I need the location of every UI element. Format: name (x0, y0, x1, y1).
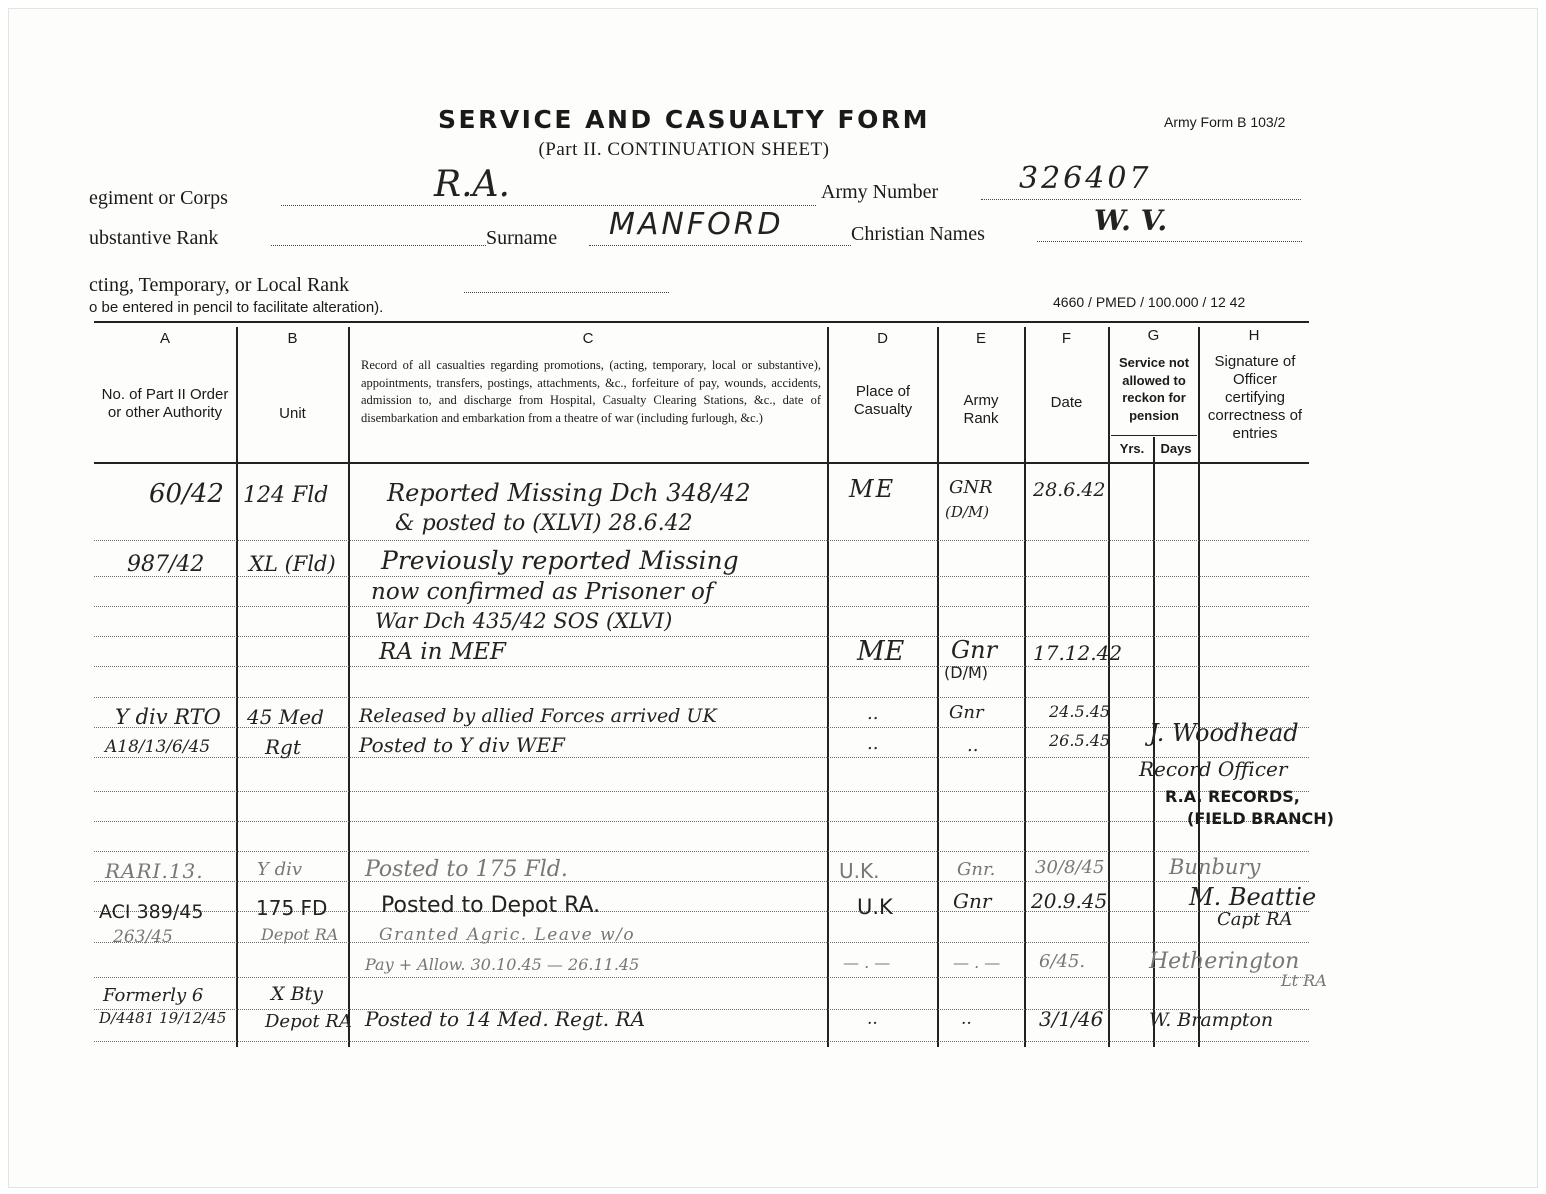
entry-place: — . — (843, 953, 891, 972)
col-divider-cd (827, 327, 829, 1047)
row-rule (94, 821, 1309, 822)
regiment-line (281, 205, 816, 206)
surname-line (589, 245, 851, 246)
substantive-rank-label: ubstantive Rank (89, 227, 219, 249)
entry-place: .. (867, 733, 879, 754)
row-rule (94, 576, 1309, 577)
col-header-g: Service not allowed to reckon for pension (1118, 355, 1190, 423)
form-sheet (8, 8, 1538, 1188)
entry-unit: 175 FD (256, 896, 328, 920)
signature: Hetherington (1149, 949, 1300, 974)
entry-unit: XL (Fld) (249, 552, 336, 576)
entry-record: Posted to Depot RA. (381, 893, 601, 918)
entry-record: Pay + Allow. 30.10.45 — 26.11.45 (365, 955, 640, 974)
christian-names-value: W. V. (1094, 204, 1168, 237)
entry-record: Posted to 14 Med. Regt. RA (365, 1007, 646, 1031)
col-header-c: Record of all casualties regarding promotions, (acting, temporary, local or substantive), appointments, transfers, postings, attachments, &c., forfeiture of pay, wounds, accidents, admission to, and discharge from Hospital, Casualty Clearing Stations, &c., date of disembarkation and embarkation from a theatre of war (including furlough, &c.) (361, 358, 821, 425)
col-header-f: Date (1050, 394, 1083, 411)
surname-label: Surname (486, 227, 558, 249)
col-letter-g: G (1147, 327, 1160, 344)
entry-rank: .. (961, 1009, 972, 1029)
christian-names-label: Christian Names (851, 223, 985, 245)
army-number-value: 326407 (1019, 161, 1152, 196)
entry-place: U.K (857, 895, 893, 919)
g-subheader-rule (1111, 435, 1197, 436)
entry-authority: 987/42 (127, 552, 205, 577)
entry-rank: Gnr (953, 889, 992, 913)
col-letter-f: F (1061, 330, 1072, 347)
entry-rank: Gnr (951, 636, 998, 664)
christian-names-line (1037, 241, 1302, 242)
entry-place: ME (849, 475, 896, 503)
row-rule (94, 851, 1309, 852)
entry-unit: 124 Fld (243, 483, 329, 508)
col-letter-a: A (159, 330, 170, 347)
entry-rank: .. (967, 735, 979, 756)
col-letter-e: E (975, 330, 986, 347)
entry-rank: Gnr (949, 702, 984, 723)
print-code: 4660 / PMED / 100.000 / 12 42 (1053, 294, 1246, 310)
form-subtitle: (Part II. CONTINUATION SHEET) (538, 139, 830, 160)
signature-title: Lt RA (1281, 971, 1327, 990)
col-header-b: Unit (279, 405, 306, 422)
army-number-line (981, 199, 1301, 200)
signature: J. Woodhead (1149, 719, 1299, 747)
entry-record: Reported Missing Dch 348/42 (387, 479, 751, 507)
entry-record: Granted Agric. Leave w/o (379, 925, 636, 945)
acting-rank-line (464, 292, 669, 293)
entry-rank: GNR (949, 477, 993, 498)
entry-unit: 45 Med (247, 705, 324, 729)
row-rule (94, 636, 1309, 637)
col-divider-ab (236, 327, 238, 1047)
regiment-value: R.A. (434, 164, 510, 205)
entry-rank: — . — (953, 953, 1001, 972)
row-rule (94, 666, 1309, 667)
entry-unit: X Bty (271, 983, 323, 1005)
row-rule (94, 881, 1309, 882)
signature-title: Record Officer (1139, 757, 1288, 781)
col-divider-gh (1198, 327, 1200, 1047)
col-divider-ef (1024, 327, 1026, 1047)
acting-rank-note: o be entered in pencil to facilitate alteration). (89, 299, 384, 316)
entry-record: War Dch 435/42 SOS (XLVI) (375, 609, 673, 633)
row-rule (94, 697, 1309, 698)
col-divider-de (937, 327, 939, 1047)
entry-record: & posted to (XLVI) 28.6.42 (395, 511, 693, 536)
entry-authority: ACI 389/45 (99, 901, 204, 923)
entry-authority: A18/13/6/45 (105, 737, 211, 757)
col-letter-h: H (1248, 327, 1260, 344)
entry-unit: Y div (257, 859, 303, 880)
signature-title: Capt RA (1217, 909, 1293, 930)
entry-unit: Depot RA (265, 1011, 352, 1032)
row-rule (94, 791, 1309, 792)
row-rule (94, 1009, 1309, 1010)
entry-date: 30/8/45 (1035, 857, 1105, 878)
records-stamp-line1: R.A. RECORDS, (1165, 787, 1300, 806)
signature: W. Brampton (1149, 1009, 1274, 1031)
entry-authority: Y div RTO (115, 705, 221, 729)
row-rule (94, 606, 1309, 607)
header-bottom-rule (94, 462, 1309, 464)
army-number-label: Army Number (821, 181, 939, 203)
col-divider-bc (348, 327, 350, 1047)
entry-record: Previously reported Missing (381, 546, 739, 575)
col-header-d: Place of Casualty (853, 383, 913, 418)
col-letter-c: C (582, 330, 594, 347)
signature: M. Beattie (1189, 883, 1317, 911)
substantive-rank-line (271, 245, 486, 246)
row-rule (94, 1041, 1309, 1042)
entry-date: 6/45. (1039, 951, 1086, 972)
entry-rank: (D/M) (945, 503, 990, 521)
entry-authority: 263/45 (113, 927, 173, 947)
entry-authority: 60/42 (149, 479, 224, 509)
entry-authority: Formerly 6 (103, 985, 204, 1006)
col-divider-fg (1108, 327, 1110, 1047)
entry-place: .. (867, 703, 879, 724)
acting-rank-label: cting, Temporary, or Local Rank (89, 274, 350, 296)
entry-authority: D/4481 19/12/45 (99, 1009, 227, 1027)
entry-unit: Depot RA (261, 925, 339, 944)
form-number: Army Form B 103/2 (1164, 114, 1286, 130)
entry-authority: RARI.13. (105, 859, 204, 883)
col-header-a: No. of Part II Order or other Authority (101, 386, 229, 421)
col-header-g-yrs: Yrs. (1119, 441, 1145, 456)
entry-unit: Rgt (265, 735, 301, 759)
entry-record: Posted to Y div WEF (359, 733, 565, 757)
entry-place: U.K. (839, 859, 880, 883)
surname-value: MANFORD (609, 207, 784, 242)
col-header-e: Army Rank (963, 392, 999, 427)
entry-date: 26.5.45 (1049, 731, 1111, 750)
col-header-h: Signature of Officer certifying correctness of entries (1207, 353, 1303, 442)
entry-date: 17.12.42 (1033, 641, 1123, 665)
regiment-label: egiment or Corps (89, 187, 228, 209)
entry-record: now confirmed as Prisoner of (371, 579, 714, 605)
entry-date: 24.5.45 (1049, 702, 1111, 721)
col-letter-b: B (287, 330, 298, 347)
entry-rank: (D/M) (944, 663, 988, 682)
entry-place: ME (857, 636, 905, 667)
entry-date: 28.6.42 (1033, 479, 1106, 501)
entry-rank: Gnr. (957, 859, 996, 880)
entry-record: Released by allied Forces arrived UK (359, 705, 717, 727)
row-rule (94, 540, 1309, 541)
entry-record: Posted to 175 Fld. (365, 857, 568, 882)
entry-date: 20.9.45 (1031, 889, 1108, 913)
signature: Bunbury (1169, 855, 1261, 879)
table-top-rule (94, 321, 1309, 323)
form-title: SERVICE AND CASUALTY FORM (437, 105, 931, 134)
row-rule (94, 977, 1309, 978)
entry-date: 3/1/46 (1039, 1007, 1104, 1031)
entry-record: RA in MEF (379, 639, 507, 665)
records-stamp-line2: (FIELD BRANCH) (1187, 809, 1334, 828)
entry-place: .. (867, 1009, 878, 1029)
col-header-g-days: Days (1160, 441, 1192, 456)
col-letter-d: D (877, 330, 888, 347)
